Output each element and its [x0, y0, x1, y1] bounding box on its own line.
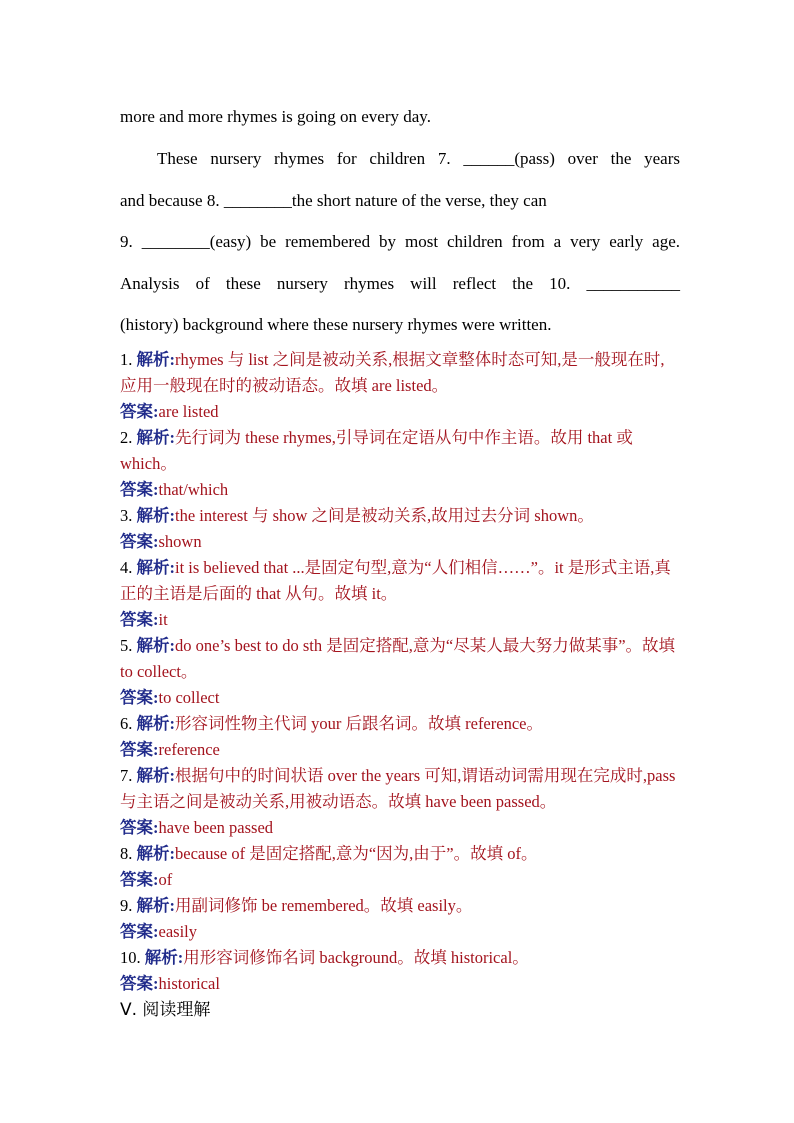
- analysis-item-1: 1. 解析:rhymes 与 list 之间是被动关系,根据文章整体时态可知,是一般现在时,应用一般现在时的被动语态。故填 are listed。: [120, 350, 665, 395]
- analysis-item-10: 10. 解析:用形容词修饰名词 background。故填 historical。: [120, 948, 529, 967]
- answer-item-3: 答案:shown: [120, 532, 202, 551]
- answer-item-1: 答案:are listed: [120, 402, 219, 421]
- analysis-item-6: 6. 解析:形容词性物主代词 your 后跟名词。故填 reference。: [120, 714, 543, 733]
- analysis-item-3: 3. 解析:the interest 与 show 之间是被动关系,故用过去分词 shown。: [120, 506, 594, 525]
- answer-item-7: 答案:have been passed: [120, 818, 274, 837]
- passage-line-4: 9. ________(easy) be remembered by most children from a very early age.: [120, 232, 680, 251]
- answer-item-2: 答案:that/which: [120, 480, 229, 499]
- answer-item-8: 答案:of: [120, 870, 173, 889]
- analysis-item-9: 9. 解析:用副词修饰 be remembered。故填 easily。: [120, 896, 473, 915]
- answer-item-9: 答案:easily: [120, 922, 197, 941]
- analysis-item-4: 4. 解析:it is believed that ...是固定句型,意为“人们相信……”。it 是形式主语,真正的主语是后面的 that 从句。故填 it。: [120, 558, 671, 603]
- analysis-item-8: 8. 解析:because of 是固定搭配,意为“因为,由于”。故填 of。: [120, 844, 538, 863]
- answer-item-10: 答案:historical: [120, 974, 220, 993]
- answer-key: [120, 347, 680, 1023]
- passage-line-6: (history) background where these nursery rhymes were written.: [120, 315, 552, 334]
- answer-item-5: 答案:to collect: [120, 688, 220, 707]
- answer-item-6: 答案:reference: [120, 740, 220, 759]
- analysis-item-7: 7. 解析:根据句中的时间状语 over the years 可知,谓语动词需用现在完成时,pass 与主语之间是被动关系,用被动语态。故填 have been passed。: [120, 766, 676, 811]
- passage-line-2: These nursery rhymes for children 7. ______(pass) over the years: [157, 149, 680, 168]
- passage-line-5: Analysis of these nursery rhymes will reflect the 10. ___________: [120, 274, 680, 293]
- passage-line-3: and because 8. ________the short nature of the verse, they can: [120, 191, 547, 210]
- analysis-item-5: 5. 解析:do one’s best to do sth 是固定搭配,意为“尽某人最大努力做某事”。故填 to collect。: [120, 636, 676, 681]
- analysis-item-2: 2. 解析:先行词为 these rhymes,引导词在定语从句中作主语。故用 that 或 which。: [120, 428, 633, 473]
- section-heading: Ⅴ. 阅读理解: [120, 1000, 211, 1020]
- answer-item-4: 答案:it: [120, 610, 168, 629]
- passage-line-1: more and more rhymes is going on every day.: [120, 107, 431, 126]
